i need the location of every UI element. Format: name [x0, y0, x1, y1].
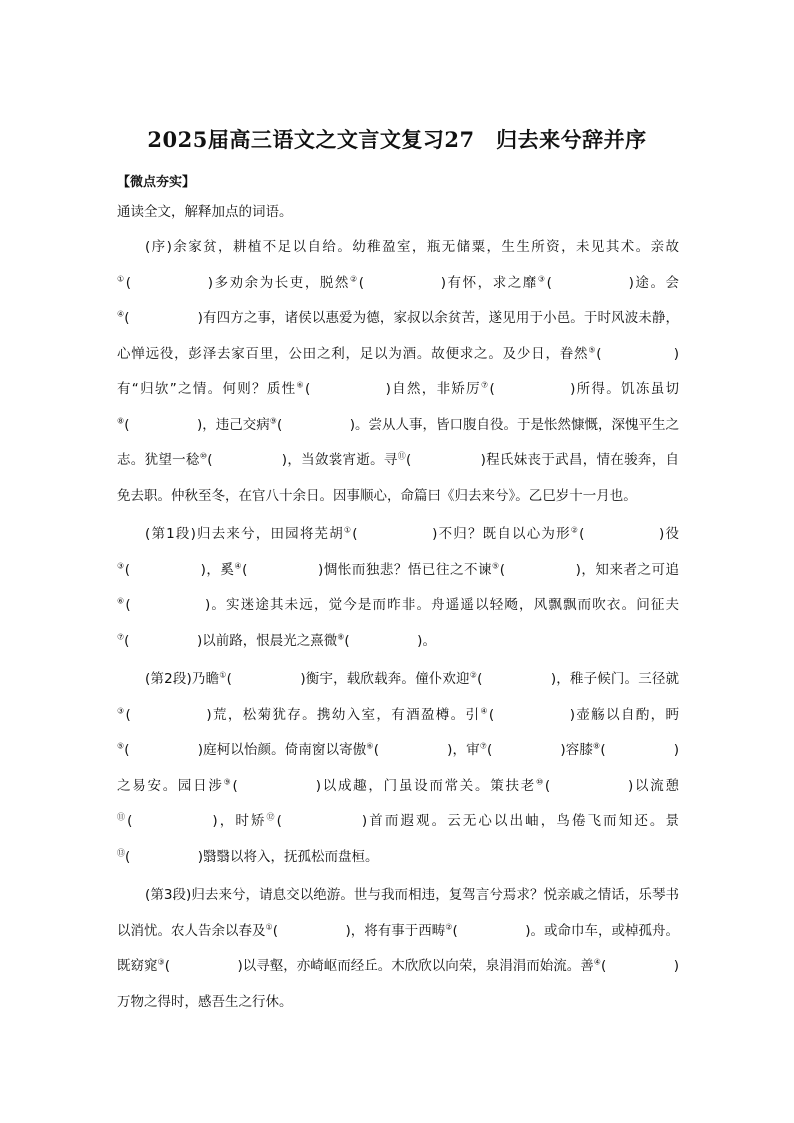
note-marker: ④	[480, 706, 489, 715]
passage-text: ，奚	[205, 561, 235, 578]
answer-blank[interactable]: ( )	[272, 922, 351, 939]
note-marker: ⑦	[117, 632, 125, 641]
note-marker: ④	[234, 561, 243, 570]
note-marker: ③	[117, 561, 125, 570]
passage-text: ，将有事于西畴	[350, 922, 446, 939]
passage-text: 。尝从人事，皆口腹自役。于是怅然慷慨，深愧平生之志。犹望一稔	[117, 416, 680, 468]
answer-blank[interactable]: ( )	[344, 632, 423, 649]
answer-blank[interactable]: ( )	[164, 958, 243, 974]
answer-blank[interactable]: ( )	[358, 274, 447, 291]
passage-text: 途。会	[633, 274, 680, 291]
answer-blank[interactable]: ( )	[124, 632, 203, 649]
passage-text: 万物之得时，感吾生之行休。	[117, 993, 293, 1010]
passage-text: 自然，非矫厉	[390, 381, 481, 397]
answer-blank[interactable]: ( )	[477, 671, 557, 687]
passage-text: (第3段)归去来兮，请息交以绝游。世与我而相违，复驾言兮焉求？悦亲戚之情话，乐琴书以消忧。农人告余以春及	[117, 887, 679, 939]
passage-text: 程氏妹丧于武昌，情在骏奔，自免去职。仲秋至冬，在官八十余日。因事顺心，命篇曰《归去来兮》。乙巳岁十一月也。	[117, 452, 679, 504]
note-marker: ⑧	[117, 416, 125, 425]
answer-blank[interactable]: ( )	[546, 274, 634, 291]
passage-text: 有“归欤”之情。何则？质性	[117, 381, 297, 397]
note-marker: ⑬	[117, 848, 125, 857]
note-marker: ②	[469, 670, 478, 680]
section-heading: 【微点夯实】	[117, 175, 196, 190]
passage-body	[117, 230, 679, 1020]
answer-blank[interactable]: ( )	[276, 813, 368, 829]
paragraph-3	[117, 878, 679, 1020]
instruction-text: 通读全文，解释加点的词语。	[117, 204, 293, 220]
note-marker: ⑥	[117, 596, 126, 606]
passage-text: 役	[664, 526, 679, 542]
passage-text: ，当敛裳宵逝。寻	[287, 452, 398, 468]
document-title: 2025届高三语文之文言文复习27 归去来兮辞并序	[147, 127, 647, 152]
paragraph-1	[117, 517, 679, 659]
answer-blank[interactable]: ( )	[487, 742, 566, 758]
passage-text: 惆怅而独悲？悟已往之不谏	[323, 561, 493, 578]
passage-text: 。或命巾车，或棹孤舟。既窈窕	[117, 922, 680, 974]
passage-text: 容膝	[565, 742, 594, 758]
passage-text: 翳翳以将入，抚孤松而盘桓。	[203, 848, 379, 865]
answer-blank[interactable]: ( )	[304, 381, 391, 397]
answer-blank[interactable]: ( )	[226, 671, 306, 687]
passage-text: 荒，松菊犹存。携幼入室，有酒盈樽。引	[211, 706, 481, 723]
answer-blank[interactable]: ( )	[579, 526, 665, 542]
passage-text: 以前路，恨晨光之熹微	[202, 632, 338, 649]
answer-blank[interactable]: ( )	[600, 958, 680, 974]
answer-blank[interactable]: ( )	[488, 706, 576, 723]
passage-text: 之易安。园日涉	[117, 777, 224, 794]
answer-blank[interactable]: ( )	[125, 706, 212, 723]
answer-blank[interactable]: ( )	[124, 310, 203, 326]
note-marker: ⑦	[481, 380, 490, 390]
answer-blank[interactable]: ( )	[127, 813, 218, 829]
note-marker: ⑩	[199, 451, 208, 461]
answer-blank[interactable]: ( )	[242, 561, 324, 578]
passage-text: (第1段)归去来兮，田园将芜胡	[145, 526, 344, 542]
passage-text: (序)余家贫，耕植不足以自给。幼稚盈室，瓶无储粟，生生所资，未见其术。亲故	[145, 239, 679, 255]
passage-text: 。实迷途其未远，觉今是而昨非。舟遥遥以轻飏，风飘飘而吹衣。问征夫	[210, 597, 680, 613]
passage-text: 所得。饥冻虽切	[575, 381, 680, 397]
note-marker: ②	[570, 525, 580, 535]
answer-blank[interactable]: ( )	[125, 848, 204, 865]
passage-text: ，审	[452, 742, 480, 758]
note-marker: ⑤	[588, 345, 597, 354]
note-marker: ⑧	[337, 632, 345, 641]
answer-blank[interactable]: ( )	[596, 345, 680, 362]
passage-text: 以流憩	[633, 777, 680, 794]
note-marker: ⑥	[366, 741, 374, 751]
note-marker: ④	[117, 309, 125, 319]
note-marker: ①	[219, 670, 227, 680]
note-marker: ①	[343, 525, 353, 535]
note-marker: ⑪	[397, 451, 407, 461]
note-marker: ②	[349, 274, 359, 283]
note-marker: ⑨	[269, 416, 277, 425]
note-marker: ⑩	[535, 777, 545, 786]
note-marker: ⑧	[593, 741, 601, 751]
passage-text: 以成趣，门虽设而常关。策扶老	[320, 777, 536, 794]
answer-blank[interactable]: ( )	[232, 777, 321, 794]
answer-blank[interactable]: ( )	[124, 561, 206, 578]
paragraph-2	[117, 662, 679, 875]
passage-text: 不归？既自以心为形	[437, 526, 571, 542]
passage-text: 壶觞以自酌，眄	[575, 706, 680, 723]
answer-blank[interactable]: ( )	[600, 742, 680, 758]
note-marker: ⑨	[223, 777, 233, 786]
answer-blank[interactable]: ( )	[373, 742, 453, 758]
passage-text: 庭柯以怡颜。倚南窗以寄傲	[202, 742, 367, 758]
note-marker: ④	[593, 957, 601, 967]
passage-text: ，时矫	[217, 813, 267, 829]
passage-text: 衡宇，载欣载奔。僮仆欢迎	[305, 671, 470, 687]
note-marker: ⑥	[296, 380, 305, 390]
answer-blank[interactable]: ( )	[276, 416, 355, 433]
note-marker: ③	[117, 706, 126, 715]
passage-text: 以寻壑，亦崎岖而经丘。木欣欣以向荣，泉涓涓而始流。善	[242, 958, 594, 974]
answer-blank[interactable]: ( )	[452, 922, 531, 939]
passage-text: (第2段)乃瞻	[145, 671, 220, 687]
answer-blank[interactable]: ( )	[124, 742, 203, 758]
note-marker: ⑤	[492, 561, 500, 570]
answer-blank[interactable]: ( )	[352, 526, 438, 542]
answer-blank[interactable]: ( )	[124, 416, 203, 433]
passage-text: 。	[422, 632, 436, 649]
note-marker: ⑪	[117, 812, 128, 822]
note-marker: ①	[117, 274, 126, 283]
answer-blank[interactable]: ( )	[207, 452, 288, 468]
note-marker: ③	[537, 274, 547, 283]
paragraph-preface	[117, 230, 679, 514]
answer-blank[interactable]: ( )	[125, 274, 214, 291]
answer-blank[interactable]: ( )	[489, 381, 576, 397]
note-marker: ①	[265, 922, 273, 931]
passage-text: ，知来者之可追	[580, 561, 680, 578]
answer-blank[interactable]: ( )	[125, 597, 211, 613]
answer-blank[interactable]: ( )	[544, 777, 634, 794]
passage-text: 首而遐观。云无心以出岫，鸟倦飞而知还。景	[367, 813, 679, 829]
note-marker: ⑦	[479, 741, 487, 751]
passage-text: ，违己交病	[202, 416, 270, 433]
passage-text: 有怀，求之靡	[446, 274, 538, 291]
note-marker: ②	[445, 922, 453, 931]
note-marker: ⑤	[117, 741, 125, 751]
note-marker: ⑫	[266, 812, 277, 822]
passage-text: 多劝余为长吏，脱然	[213, 274, 350, 291]
answer-blank[interactable]: ( )	[406, 452, 486, 468]
note-marker: ③	[157, 957, 165, 967]
answer-blank[interactable]: ( )	[499, 561, 581, 578]
passage-text: ，稚子候门。三径就	[556, 671, 680, 687]
passage-text: 有四方之事，诸侯以惠爱为德，家叔以余贫苦，遂见用于小邑。于时风波未静，心惮远役，彭泽去家百里，公田之利，足以为酒。故便求之。及少日，眷然	[117, 310, 680, 362]
